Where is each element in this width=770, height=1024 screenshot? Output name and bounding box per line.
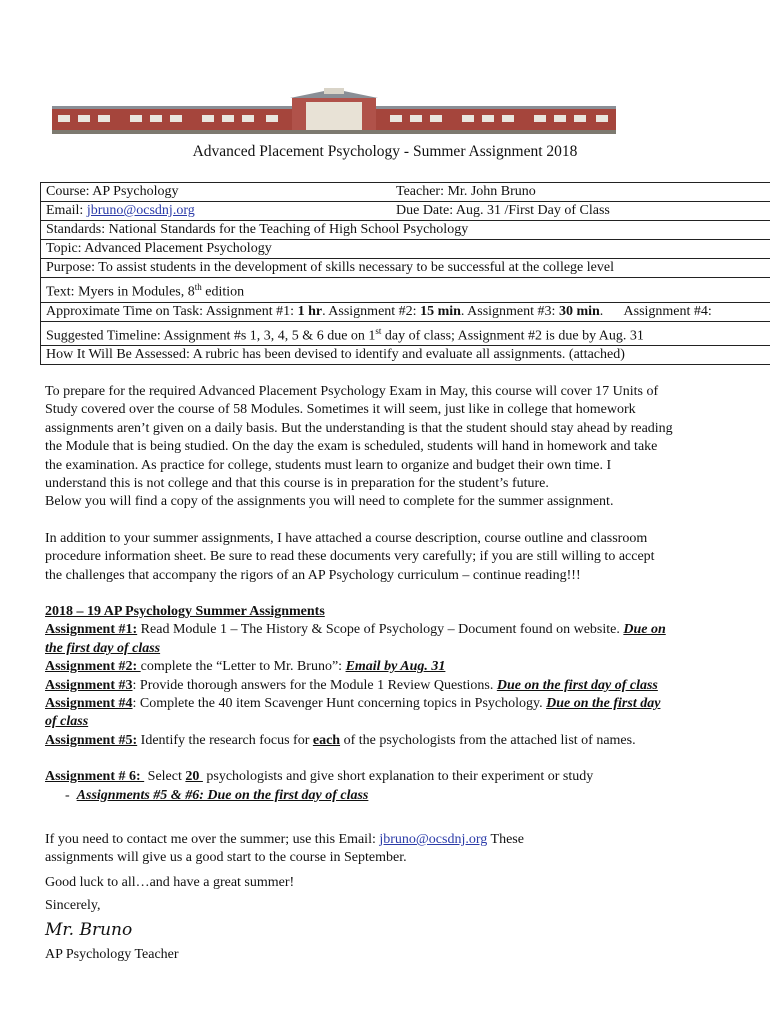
assignment-1-text: Read Module 1 – The History & Scope of Psychology – Document found on website.	[137, 622, 624, 638]
timeline-prefix: Suggested Timeline: Assignment #s 1, 3, 4, 5 & 6 due on 1	[46, 328, 376, 344]
text-sup: th	[194, 282, 202, 292]
assignment-4	[45, 695, 745, 713]
intro-line: understand this is not college and that this course is in preparation for the student’s future.	[45, 476, 549, 492]
course-info-table	[40, 182, 770, 365]
contact-paragraph	[45, 831, 745, 868]
assignment-3-text: : Provide thorough answers for the Module 1 Review Questions.	[132, 677, 497, 693]
addition-paragraph	[45, 530, 745, 585]
sincerely-line: Sincerely,	[45, 898, 101, 913]
time-prefix: Approximate Time on Task: Assignment #1:	[46, 303, 298, 319]
text-prefix: Text: Myers in Modules, 8	[46, 284, 195, 300]
assignment-5-each: each	[312, 732, 341, 748]
assignment-1-due: Due on	[623, 622, 666, 638]
addition-line: procedure information sheet. Be sure to read these documents very carefully; if you are still willing to accept	[45, 549, 655, 565]
intro-line: Below you will find a copy of the assignments you will need to complete for the summer assignment.	[45, 494, 614, 510]
addition-line: In addition to your summer assignments, I have attached a course description, course outline and classroom	[45, 531, 648, 546]
timeline-sup: st	[375, 325, 382, 336]
course-teacher-row	[41, 183, 770, 202]
assignment-3	[45, 677, 745, 695]
assignment-4-text: : Complete the 40 item Scavenger Hunt concerning topics in Psychology.	[132, 696, 547, 712]
assignment-4-label: Assignment #4	[45, 696, 133, 712]
time-a2: 15 min	[420, 303, 461, 319]
assignment-5	[45, 732, 745, 750]
timeline-suffix: day of class; Assignment #2 is due by Aug. 31	[381, 328, 644, 344]
assignment-5-text-end: of the psychologists from the attached list of names.	[340, 732, 636, 748]
intro-line: the examination. As practice for college, students must learn to organize and budget their own time. I	[45, 457, 612, 473]
assignment-5-text: Identify the research focus for	[137, 732, 313, 748]
contact-line-2: assignments will give us a good start to the course in September.	[45, 850, 407, 866]
assignment-6	[45, 768, 745, 786]
document-title: Advanced Placement Psychology - Summer Assignment 2018	[192, 143, 578, 160]
intro-line: the Module that is being studied. On the day the exam is scheduled, students will hand in homework and take	[45, 439, 658, 455]
time-mid1: . Assignment #2:	[322, 303, 421, 319]
assignment-2-label: Assignment #2:	[45, 659, 141, 675]
email-prefix: Email:	[46, 203, 87, 218]
text-cell	[41, 278, 770, 303]
intro-line: assignments aren’t given on a daily basis. But the understanding is that the student should stay ahead by reading	[45, 420, 673, 436]
assessment-cell: How It Will Be Assessed: A rubric has been devised to identify and evaluate all assignments. (attached)	[41, 346, 770, 365]
contact-prefix: If you need to contact me over the summer; use this Email:	[45, 832, 380, 847]
assignment-1-due-cont: the first day of class	[45, 640, 161, 656]
assignment-2-due: Email by Aug. 31	[345, 659, 446, 675]
teacher-label: Teacher: Mr. John Bruno	[396, 184, 536, 199]
assignment-1-label: Assignment #1:	[45, 622, 138, 638]
topic-cell: Topic: Advanced Placement Psychology	[41, 240, 770, 259]
teacher-role: AP Psychology Teacher	[45, 947, 179, 962]
signature: Mr. Bruno	[45, 920, 133, 940]
due-date-label: Due Date: Aug. 31 /First Day of Class	[396, 203, 610, 218]
time-mid3: . Assignment #4:	[599, 303, 712, 319]
text-suffix: edition	[201, 284, 245, 300]
course-label: Course: AP Psychology	[46, 184, 179, 199]
contact-line	[45, 831, 745, 849]
contact-suffix: These	[487, 832, 524, 847]
assignment-4-due: Due on the first day	[546, 696, 661, 712]
time-cell	[41, 302, 770, 321]
assignment-4-due-cont: of class	[45, 714, 89, 730]
purpose-cell: Purpose: To assist students in the development of skills necessary to be successful at the college level	[41, 259, 770, 278]
assignment-3-due: Due on the first day of class	[496, 677, 658, 693]
bullet-dash: -	[65, 787, 77, 803]
intro-line: To prepare for the required Advanced Placement Psychology Exam in May, this course will cover 17 Units of	[45, 384, 659, 399]
assignment-6-text-end: psychologists and give short explanation to their experiment or study	[202, 769, 594, 785]
addition-line: the challenges that accompany the rigors of an AP Psychology curriculum – continue reading!!!	[45, 567, 581, 583]
email-link[interactable]: jbruno@ocsdnj.org	[86, 203, 195, 218]
assignment-6-count: 20	[185, 769, 203, 785]
assignments-5-6-due-text: Assignments #5 & #6: Due on the first day of class	[76, 787, 369, 803]
intro-line: Study covered over the course of 58 Modules. Sometimes it will seem, just like in college that homework	[45, 402, 636, 418]
assignment-3-label: Assignment #3	[45, 677, 133, 693]
school-building-banner	[52, 88, 616, 134]
assignment-6-label: Assignment # 6:	[45, 769, 145, 785]
assignment-1	[45, 621, 745, 639]
standards-cell: Standards: National Standards for the Teaching of High School Psychology	[41, 221, 770, 240]
time-a1: 1 hr	[297, 303, 323, 319]
timeline-cell	[41, 321, 770, 346]
assignment-2	[45, 658, 745, 676]
time-mid2: . Assignment #3:	[460, 303, 559, 319]
time-a3: 30 min	[558, 303, 600, 319]
assignments-section	[45, 603, 745, 805]
assignment-5-label: Assignment #5:	[45, 732, 138, 748]
good-luck-line: Good luck to all…and have a great summer!	[45, 875, 295, 890]
assignments-5-6-due	[45, 787, 745, 805]
assignment-2-text: complete the “Letter to Mr. Bruno”:	[140, 659, 346, 675]
assignment-6-text: Select	[144, 769, 186, 785]
email-due-row	[41, 202, 770, 221]
contact-email-link[interactable]: jbruno@ocsdnj.org	[379, 832, 488, 847]
assignments-heading: 2018 – 19 AP Psychology Summer Assignments	[45, 604, 325, 619]
intro-paragraph	[45, 383, 745, 512]
